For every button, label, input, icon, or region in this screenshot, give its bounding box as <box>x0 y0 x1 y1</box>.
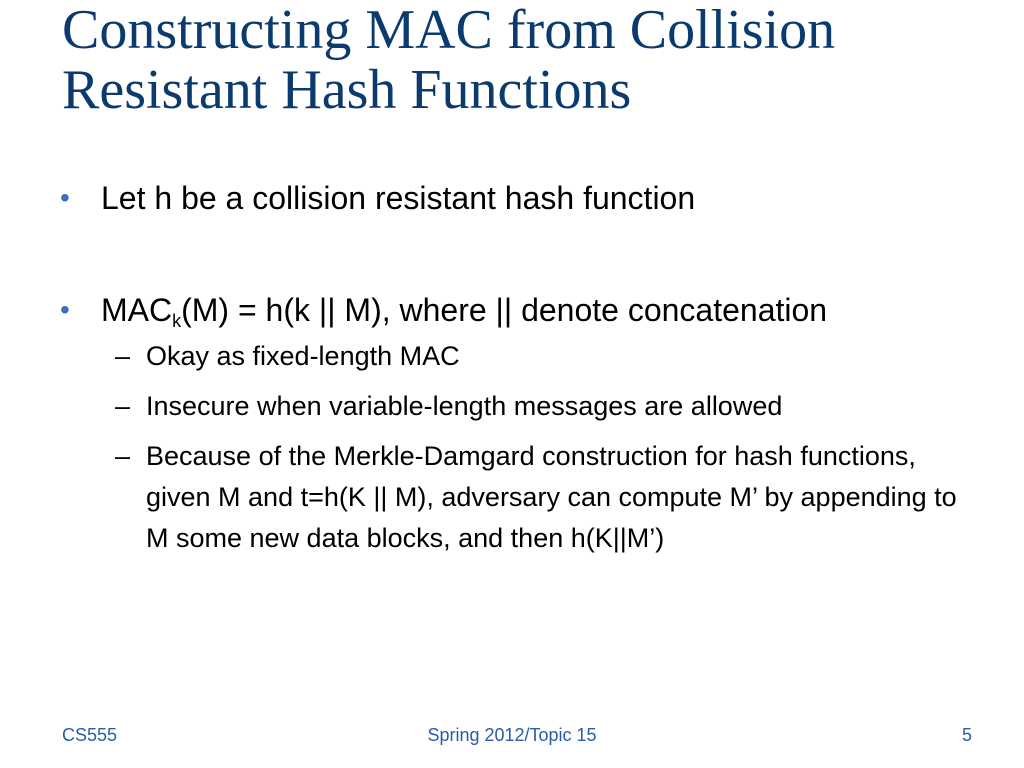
sub-bullet-item <box>60 386 980 427</box>
bullet-marker: • <box>60 294 70 325</box>
sub-bullet-item <box>60 336 980 377</box>
bullet-text: Let h be a collision resistant hash function <box>101 180 696 216</box>
bullet-text-mac: MAC <box>101 292 173 328</box>
sub-bullet-text: Insecure when variable-length messages are allowed <box>146 391 783 421</box>
bullet-item <box>60 178 980 218</box>
sub-bullet-marker: – <box>115 391 131 421</box>
footer-page-number: 5 <box>961 725 972 745</box>
slide-title-line-1: Constructing MAC from Collision <box>62 0 836 61</box>
bullet-marker: • <box>60 182 70 213</box>
sub-bullet-marker: – <box>115 441 131 471</box>
bullet-text-formula: (M) = h(k || M), where || denote concatenation <box>181 292 828 328</box>
bullet-subscript-k: k <box>172 311 182 331</box>
sub-bullet-item <box>60 436 980 559</box>
bullet-item <box>60 290 980 330</box>
footer-topic: Spring 2012/Topic 15 <box>427 725 597 745</box>
sub-bullet-text: Okay as fixed-length MAC <box>146 341 460 371</box>
slide-title-line-2: Resistant Hash Functions <box>62 59 632 121</box>
footer-course: CS555 <box>62 725 118 745</box>
slide-title <box>62 0 1002 120</box>
sub-bullet-marker: – <box>115 341 131 371</box>
sub-bullet-text: Because of the Merkle-Damgard construction for hash functions, given M and t=h(K || M), adversary can compute M’ by appending to M some new data blocks, and then h(K||M’) <box>146 441 957 553</box>
slide-body <box>60 178 980 559</box>
